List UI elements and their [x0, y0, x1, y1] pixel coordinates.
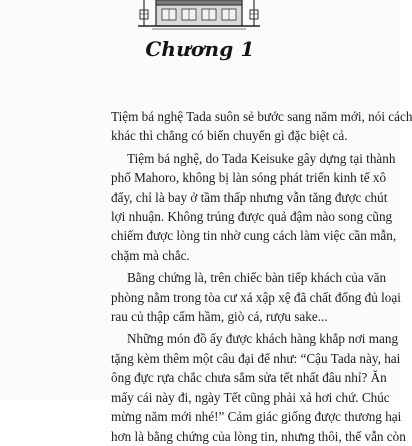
paragraph-1	[111, 107, 412, 146]
text-line: đẩy, chỉ là bay ở tầm thấp nhưng vẫn tăng được chút	[111, 189, 388, 205]
text-line: rau củ thập cẩm hầm, giò cá, rượu sake...	[111, 309, 328, 325]
chapter-body	[111, 107, 412, 444]
text-line: Tiệm bá nghệ, do Tada Keisuke gây dựng tại thành	[127, 150, 396, 166]
text-line: mừng năm mới nhé!” Cảm giác giống được thương hại	[111, 409, 402, 425]
text-line: tặng kèm thêm một câu đại để như: “Cậu Tada này, hai	[111, 350, 401, 366]
chapter-title: Chương 1	[145, 37, 255, 61]
text-line: hơn là bằng chứng của lòng tin, nhưng thôi, thế vẫn còn	[111, 428, 406, 444]
paragraph-2	[111, 149, 397, 265]
text-line: lợi nhuận. Không trúng được quả đậm nào song cũng	[111, 209, 393, 225]
shop-front-illustration-icon	[138, 0, 260, 30]
text-line: Những món đồ ấy được khách hàng khắp nơi mang	[127, 331, 399, 347]
text-line: ông đực rựa chắc chưa sắm sửa tết nhất đâu nhỉ? Ăn	[111, 370, 387, 386]
text-line: mấy cái này đi, ngày Tết cũng phải xả hơi chứ. Chúc	[111, 389, 390, 405]
text-line: phòng nằm trong tòa cư xá xập xệ đã chất đống đủ loại	[111, 289, 401, 305]
text-line: chặm mà chắc.	[111, 247, 190, 263]
text-line: Bằng chứng là, trên chiếc bàn tiếp khách của văn	[127, 270, 387, 286]
paragraph-3	[111, 268, 401, 326]
paragraph-4	[111, 329, 406, 444]
text-line: Tiệm bá nghệ Tada suôn sẻ bước sang năm mới, nói cách	[111, 109, 412, 124]
text-line: chiếm được lòng tin nhờ cung cách làm việc cần mẫn,	[111, 228, 397, 244]
text-line: khác thì chẳng có biến chuyển gì đặc biệt cả.	[111, 128, 348, 144]
text-line: phố Mahoro, không bị làn sóng phát triển kinh tế xô	[111, 170, 387, 186]
